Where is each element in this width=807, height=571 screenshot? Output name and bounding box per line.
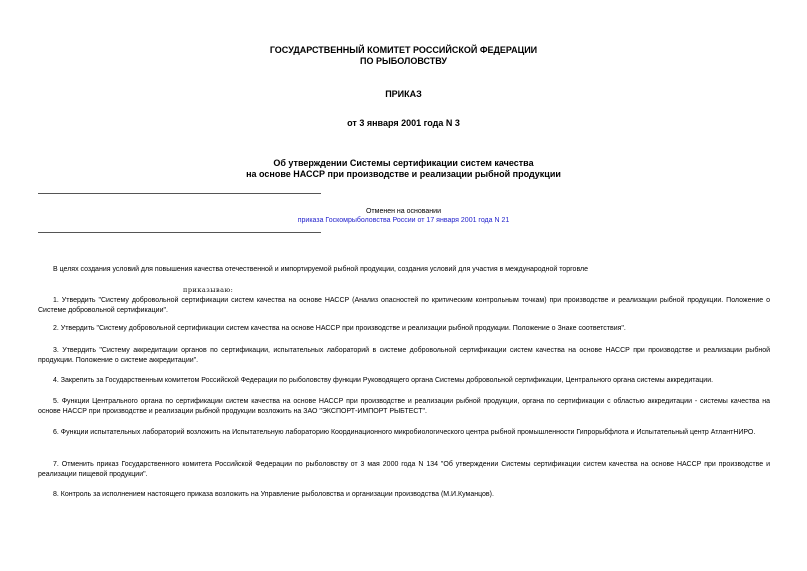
order-item-4: 4. Закрепить за Государственным комитетом Российской Федерации по рыболовству функции Руководящего органа Системы добровольной сертификации, Центрального органа системы аккредитации.: [53, 377, 714, 384]
order-item-7: 7. Отменить приказ Государственного комитета Российской Федерации по рыболовству от 3 мая 2000 года N 134 "Об утверждении Системы сертификации систем качества на основе НАССР при производстве и реализации пищевой продукции".: [38, 461, 770, 478]
order-item-1: 1. Утвердить "Систему добровольной сертификации систем качества на основе НАССР (Анализ опасностей по критическим контрольным точкам) при производстве и реализации рыбной продукции. Положение о Системе добровольной сертификации".: [38, 297, 770, 314]
prikazyvayu: приказываю:: [183, 286, 234, 294]
title-line-2: на основе НАССР при производстве и реализации рыбной продукции: [246, 169, 561, 179]
order-item-2: 2. Утвердить "Систему добровольной сертификации систем качества на основе НАССР при производстве и реализации рыбной продукции. Положение о Знаке соответствия".: [53, 325, 626, 332]
order-item-6: 6. Функции испытательных лабораторий возложить на Испытательную лабораторию Координационного микробиологического центра рыбной промышленности Гипрорыбфлота и Испытательный центр АтлантНИРО.: [53, 429, 756, 436]
revocation-text: Отменен на основании: [365, 208, 441, 215]
document-title: [0, 158, 807, 180]
preamble: В целях создания условий для повышения качества отечественной и импортируемой рыбной продукции, создания условий для участия в международной торговле: [53, 266, 588, 273]
title-line-1: Об утверждении Системы сертификации систем качества: [273, 158, 534, 168]
order-item-8: 8. Контроль за исполнением настоящего приказа возложить на Управление рыболовства и организации производства (М.И.Куманцов).: [53, 491, 494, 498]
revocation-link[interactable]: приказа Госкомрыболовства России от 17 января 2001 года N 21: [297, 217, 510, 224]
order-item-5: 5. Функции Центрального органа по сертификации систем качества на основе НАССР при производстве и реализации рыбной продукции, органа по сертификации с областью аккредитации - системы качества на основе НАССР при производстве и реализации рыбной продукции возложить на ЗАО "ЭКСПОРТ-ИМПОРТ РЫБТЕСТ".: [38, 398, 770, 415]
issuing-organization: [0, 45, 807, 67]
revocation-note: [0, 207, 807, 225]
divider-bottom: [38, 232, 321, 233]
org-line-2: ПО РЫБОЛОВСТВУ: [359, 56, 448, 66]
divider-top: [38, 193, 321, 194]
order-item-3: 3. Утвердить "Систему аккредитации органов по сертификации, испытательных лабораторий в системе добровольной сертификации систем качества на основе НАССР при производстве и реализации рыбной продукции. Положение о системе аккредитации".: [38, 347, 770, 364]
org-line-1: ГОСУДАРСТВЕННЫЙ КОМИТЕТ РОССИЙСКОЙ ФЕДЕРАЦИИ: [269, 45, 538, 55]
document-type: ПРИКАЗ: [385, 89, 422, 99]
document-date-number: от 3 января 2001 года N 3: [347, 118, 460, 128]
